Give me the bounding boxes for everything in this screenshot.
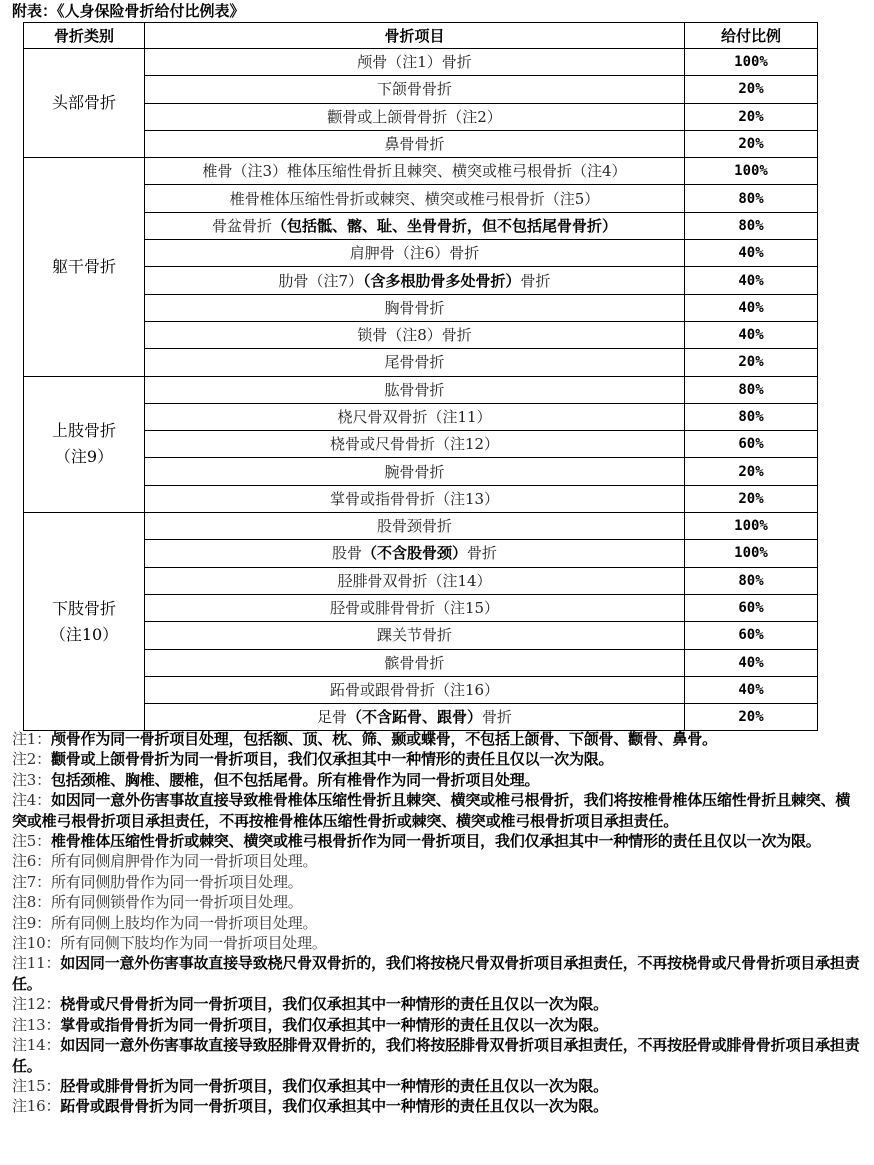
ratio-cell: 100%	[685, 513, 818, 540]
note-text: 跖骨或跟骨骨折为同一骨折项目，我们仅承担其中一种情形的责任且仅以一次为限。	[60, 1097, 608, 1116]
note-text: 椎骨椎体压缩性骨折或棘突、横突或椎弓根骨折作为同一骨折项目，我们仅承担其中一种情形的责任且仅以一次为限。	[50, 832, 821, 851]
note-item	[12, 790, 862, 831]
item-cell	[145, 294, 685, 321]
note-tag: 注4：	[12, 791, 51, 810]
ratio-cell: 100%	[685, 540, 818, 567]
page-title: 附表：《人身保险骨折给付比例表》	[12, 2, 245, 20]
ratio-cell: 40%	[685, 676, 818, 703]
item-bold-label: （含多根肋骨多处骨折）	[363, 271, 521, 290]
note-text: 颧骨或上颌骨骨折为同一骨折项目，我们仅承担其中一种情形的责任且仅以一次为限。	[50, 750, 614, 769]
ratio-cell: 20%	[685, 130, 818, 157]
note-tag: 注11：	[12, 954, 61, 973]
note-item	[12, 831, 862, 851]
item-label: 骨盆骨折	[211, 216, 272, 235]
table-row	[24, 158, 818, 185]
item-label: 掌骨或指骨骨折（注13）	[329, 489, 500, 508]
item-cell	[145, 49, 685, 76]
header-category: 骨折类别	[24, 23, 145, 49]
note-text: 所有同侧肩胛骨作为同一骨折项目处理。	[50, 852, 318, 871]
item-cell	[145, 349, 685, 376]
ratio-cell: 20%	[685, 458, 818, 485]
ratio-cell: 40%	[685, 649, 818, 676]
item-label: 椎骨椎体压缩性骨折或棘突、横突或椎弓根骨折（注5）	[229, 189, 600, 208]
note-tag: 注5：	[12, 832, 51, 851]
ratio-cell: 60%	[685, 594, 818, 621]
item-bold-label: （包括骶、髂、耻、坐骨骨折，但不包括尾骨骨折）	[272, 216, 618, 235]
item-cell	[145, 622, 685, 649]
category-label: 上肢骨折	[51, 421, 116, 441]
category-label: 头部骨折	[51, 93, 116, 113]
category-label: 下肢骨折	[51, 598, 116, 618]
category-cell	[24, 376, 145, 512]
item-cell	[145, 540, 685, 567]
item-cell	[145, 158, 685, 185]
ratio-cell: 60%	[685, 622, 818, 649]
note-tag: 注7：	[12, 872, 51, 891]
item-cell	[145, 130, 685, 157]
item-label: 胫骨或腓骨骨折（注15）	[329, 599, 500, 618]
item-label: 尾骨骨折	[384, 353, 445, 372]
ratio-cell: 20%	[685, 704, 818, 731]
category-label: 躯干骨折	[51, 256, 116, 276]
note-text: 桡骨或尺骨骨折为同一骨折项目，我们仅承担其中一种情形的责任且仅以一次为限。	[60, 995, 608, 1014]
item-suffix-label: 骨折	[520, 271, 551, 290]
note-item	[12, 933, 862, 953]
notes-section	[12, 729, 862, 1117]
ratio-cell: 60%	[685, 431, 818, 458]
ratio-cell: 20%	[685, 103, 818, 130]
note-text: 所有同侧锁骨作为同一骨折项目处理。	[50, 893, 303, 912]
item-bold-label: （不含股骨颈）	[361, 544, 467, 563]
note-text: 胫骨或腓骨骨折为同一骨折项目，我们仅承担其中一种情形的责任且仅以一次为限。	[60, 1076, 608, 1095]
item-cell	[145, 76, 685, 103]
item-suffix-label: 骨折	[482, 708, 513, 727]
category-note: （注10）	[49, 624, 119, 644]
note-item	[12, 1096, 862, 1116]
item-label: 下颌骨骨折	[376, 80, 452, 99]
ratio-cell: 20%	[685, 76, 818, 103]
ratio-cell: 40%	[685, 240, 818, 267]
header-ratio: 给付比例	[685, 23, 818, 49]
item-label: 肱骨骨折	[384, 380, 445, 399]
ratio-cell: 80%	[685, 376, 818, 403]
item-cell	[145, 676, 685, 703]
item-cell	[145, 594, 685, 621]
note-item	[12, 770, 862, 790]
item-cell	[145, 513, 685, 540]
note-tag: 注2：	[12, 750, 51, 769]
category-cell	[24, 49, 145, 158]
item-label: 足骨	[316, 708, 347, 727]
note-item	[12, 913, 862, 933]
note-item	[12, 749, 862, 769]
item-label: 腕骨骨折	[384, 462, 445, 481]
ratio-cell: 40%	[685, 294, 818, 321]
table-row	[24, 513, 818, 540]
ratio-cell: 20%	[685, 349, 818, 376]
item-label: 股骨颈骨折	[376, 517, 452, 536]
note-tag: 注1：	[12, 730, 51, 748]
item-cell	[145, 649, 685, 676]
item-bold-label: （不含跖骨、跟骨）	[346, 708, 482, 727]
note-item	[12, 729, 862, 749]
note-item	[12, 953, 862, 994]
item-label: 股骨	[331, 544, 362, 563]
table-body	[24, 49, 818, 731]
category-note: （注9）	[54, 447, 114, 467]
note-text: 如因同一意外伤害事故直接导致桡尺骨双骨折的，我们将按桡尺骨双骨折项目承担责任，不再按桡骨或尺骨骨折项目承担责任。	[12, 954, 860, 993]
item-suffix-label: 骨折	[467, 544, 498, 563]
item-cell	[145, 103, 685, 130]
note-text: 所有同侧上肢均作为同一骨折项目处理。	[50, 913, 318, 932]
note-tag: 注12：	[12, 995, 61, 1014]
note-tag: 注9：	[12, 913, 51, 932]
note-item	[12, 1015, 862, 1035]
note-tag: 注3：	[12, 770, 51, 789]
note-item	[12, 851, 862, 871]
note-text: 所有同侧下肢均作为同一骨折项目处理。	[60, 934, 327, 953]
item-label: 肩胛骨（注6）骨折	[349, 244, 480, 263]
item-label: 鼻骨骨折	[384, 135, 445, 154]
item-label: 桡尺骨双骨折（注11）	[337, 408, 492, 426]
item-label: 颅骨（注1）骨折	[357, 53, 472, 72]
note-item	[12, 892, 862, 912]
fracture-ratio-table	[23, 22, 818, 731]
note-tag: 注14：	[12, 1036, 61, 1055]
ratio-cell: 40%	[685, 267, 818, 294]
item-cell	[145, 567, 685, 594]
item-cell	[145, 240, 685, 267]
item-label: 锁骨（注8）骨折	[357, 326, 472, 345]
note-text: 如因同一意外伤害事故直接导致椎骨椎体压缩性骨折且棘突、横突或椎弓根骨折，我们将按椎骨椎体压缩性骨折且棘突、横突或椎弓根骨折项目承担责任，不再按椎骨椎体压缩性骨折或棘突、横突或椎弓根骨折项目承担责任。	[12, 791, 851, 830]
ratio-cell: 100%	[685, 158, 818, 185]
note-tag: 注6：	[12, 852, 51, 871]
note-text: 如因同一意外伤害事故直接导致胫腓骨双骨折的，我们将按胫腓骨双骨折项目承担责任，不再按胫骨或腓骨骨折项目承担责任。	[12, 1036, 860, 1075]
item-label: 胫腓骨双骨折（注14）	[337, 571, 492, 590]
note-item	[12, 872, 862, 892]
item-cell	[145, 321, 685, 348]
item-cell	[145, 376, 685, 403]
note-item	[12, 1035, 862, 1076]
item-label: 颧骨或上颌骨骨折（注2）	[327, 107, 502, 126]
item-label: 椎骨（注3）椎体压缩性骨折且棘突、横突或椎弓根骨折（注4）	[202, 162, 627, 181]
item-cell	[145, 212, 685, 239]
ratio-cell: 80%	[685, 567, 818, 594]
item-cell	[145, 267, 685, 294]
item-cell	[145, 485, 685, 512]
note-tag: 注16：	[12, 1097, 61, 1116]
item-cell	[145, 403, 685, 430]
item-label: 跖骨或跟骨骨折（注16）	[329, 680, 500, 699]
item-label: 胸骨骨折	[384, 298, 445, 317]
category-cell	[24, 513, 145, 731]
item-label: 髌骨骨折	[384, 653, 445, 672]
header-item: 骨折项目	[145, 23, 685, 49]
note-item	[12, 994, 862, 1014]
note-tag: 注13：	[12, 1015, 61, 1034]
note-tag: 注10：	[12, 934, 61, 953]
note-tag: 注15：	[12, 1076, 61, 1095]
note-tag: 注8：	[12, 893, 51, 912]
note-item	[12, 1076, 862, 1096]
ratio-cell: 40%	[685, 321, 818, 348]
category-cell	[24, 158, 145, 376]
item-cell	[145, 431, 685, 458]
table-row	[24, 376, 818, 403]
item-label: 踝关节骨折	[376, 626, 452, 645]
note-text: 颅骨作为同一骨折项目处理，包括额、顶、枕、筛、颞或蝶骨，不包括上颌骨、下颌骨、颧骨、鼻骨。	[50, 730, 717, 748]
item-cell	[145, 704, 685, 731]
ratio-cell: 80%	[685, 212, 818, 239]
item-cell	[145, 185, 685, 212]
table-row	[24, 49, 818, 76]
item-cell	[145, 458, 685, 485]
item-label: 肋骨（注7）	[278, 271, 363, 290]
note-text: 包括颈椎、胸椎、腰椎，但不包括尾骨。所有椎骨作为同一骨折项目处理。	[50, 770, 540, 789]
ratio-cell: 80%	[685, 403, 818, 430]
item-label: 桡骨或尺骨骨折（注12）	[329, 435, 500, 454]
note-text: 掌骨或指骨骨折为同一骨折项目，我们仅承担其中一种情形的责任且仅以一次为限。	[60, 1015, 608, 1034]
note-text: 所有同侧肋骨作为同一骨折项目处理。	[50, 872, 303, 891]
ratio-cell: 100%	[685, 49, 818, 76]
table-header-row	[24, 23, 818, 49]
ratio-cell: 20%	[685, 485, 818, 512]
ratio-cell: 80%	[685, 185, 818, 212]
